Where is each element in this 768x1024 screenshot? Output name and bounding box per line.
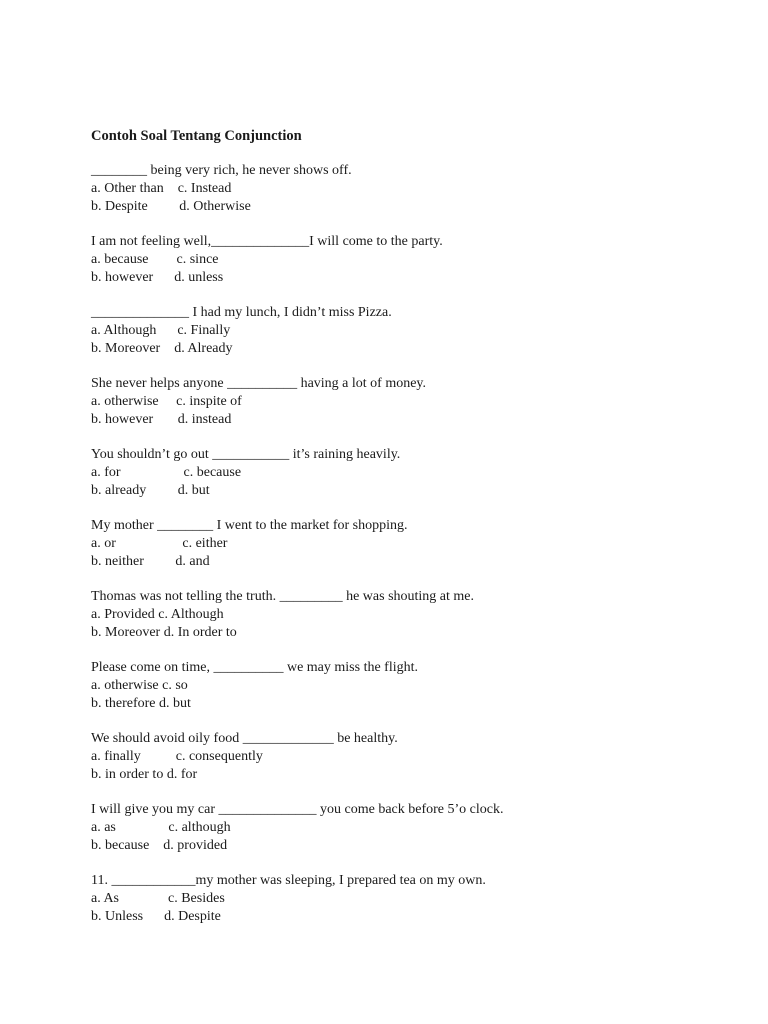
question-5 [91,446,711,500]
question-10 [91,801,711,855]
question-2 [91,233,711,287]
question-stem: ________ being very rich, he never shows off. [91,163,352,178]
question-1 [91,162,711,216]
document-page [91,126,711,943]
question-stem: My mother ________ I went to the market for shopping. [91,518,408,533]
options-a-c: a. otherwise c. so [91,678,188,693]
options-b-d: b. Unless d. Despite [91,909,221,924]
options-a-c: a. Provided c. Although [91,607,224,622]
options-a-c: a. as c. although [91,820,231,835]
options-b-d: b. because d. provided [91,838,228,853]
question-stem: I am not feeling well,______________I will come to the party. [91,234,443,249]
question-8 [91,659,711,713]
options-a-c: a. for c. because [91,465,242,480]
options-a-c: a. As c. Besides [91,891,225,906]
options-b-d: b. in order to d. for [91,767,198,782]
question-stem: 11. ____________my mother was sleeping, I prepared tea on my own. [91,873,486,888]
options-a-c: a. finally c. consequently [91,749,263,764]
question-stem: She never helps anyone __________ having a lot of money. [91,376,427,391]
options-a-c: a. because c. since [91,252,219,267]
question-3 [91,304,711,358]
question-7 [91,588,711,642]
document-title: Contoh Soal Tentang Conjunction [91,128,302,144]
question-stem: You shouldn’t go out ___________ it’s raining heavily. [91,447,401,462]
question-11 [91,872,711,926]
options-b-d: b. neither d. and [91,554,210,569]
question-stem: I will give you my car ______________ you come back before 5’o clock. [91,802,504,817]
options-b-d: b. however d. instead [91,412,232,427]
options-b-d: b. Moreover d. Already [91,341,233,356]
question-stem: ______________ I had my lunch, I didn’t miss Pizza. [91,305,392,320]
options-a-c: a. or c. either [91,536,228,551]
question-4 [91,375,711,429]
question-9 [91,730,711,784]
options-b-d: b. therefore d. but [91,696,191,711]
options-b-d: b. Moreover d. In order to [91,625,237,640]
question-stem: We should avoid oily food _____________ be healthy. [91,731,398,746]
options-a-c: a. Other than c. Instead [91,181,232,196]
question-stem: Please come on time, __________ we may miss the flight. [91,660,419,675]
options-a-c: a. Although c. Finally [91,323,231,338]
options-b-d: b. Despite d. Otherwise [91,199,251,214]
options-a-c: a. otherwise c. inspite of [91,394,242,409]
options-b-d: b. already d. but [91,483,210,498]
question-stem: Thomas was not telling the truth. _________ he was shouting at me. [91,589,475,604]
options-b-d: b. however d. unless [91,270,224,285]
question-6 [91,517,711,571]
